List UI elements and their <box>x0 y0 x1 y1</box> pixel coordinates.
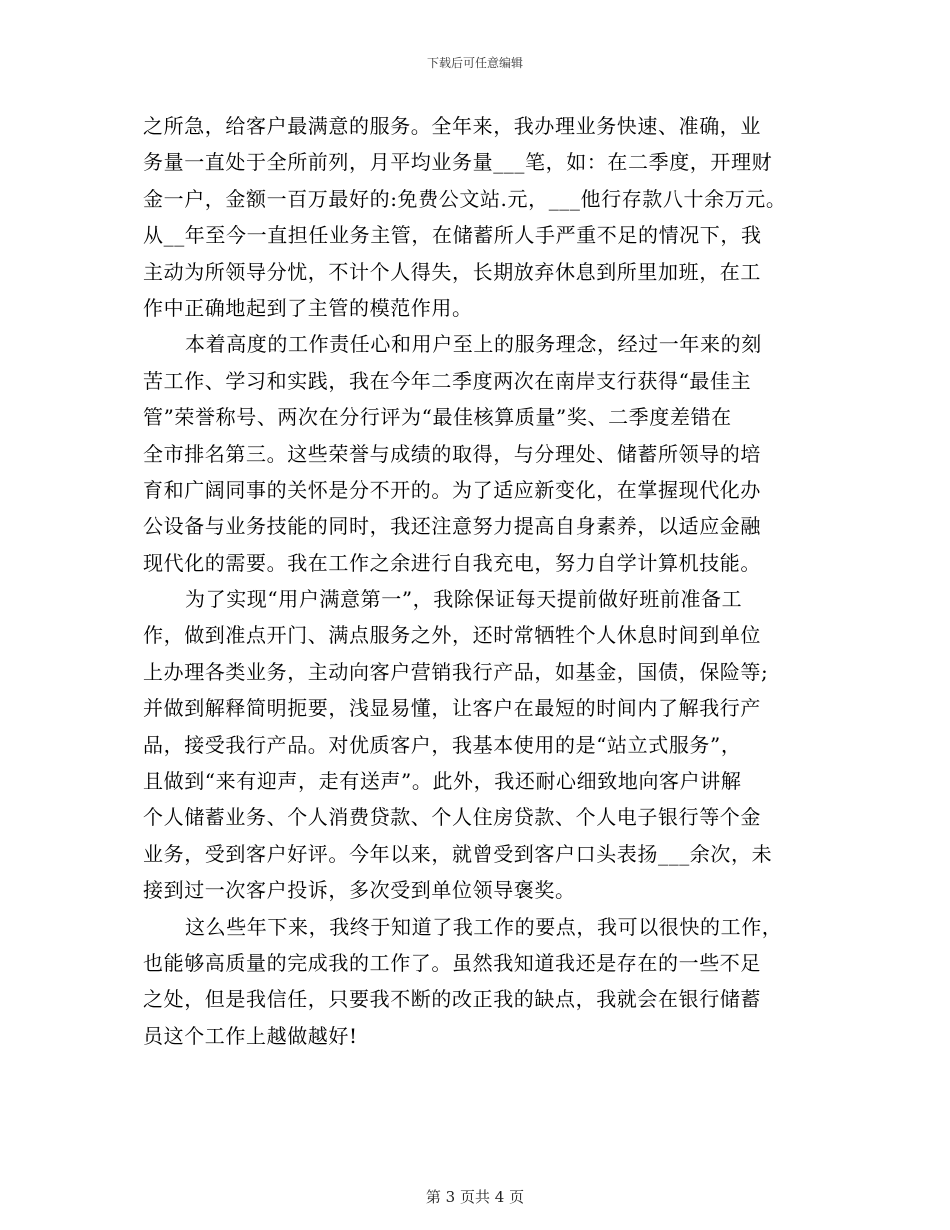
paragraph <box>143 581 823 909</box>
text-line: 之所急，给客户最满意的服务。全年来，我办理业务快速、准确，业 <box>143 114 761 138</box>
paragraph <box>143 326 823 581</box>
text-line: 业务，受到客户好评。今年以来，就曾受到客户口头表扬___余次，未 <box>143 841 773 866</box>
text-line: 育和广阔同事的关怀是分不开的。为了适应新变化，在掌握现代化办 <box>143 477 761 502</box>
text-line: 苦工作、学习和实践，我在今年二季度两次在南岸支行获得“最佳主 <box>143 368 752 393</box>
paragraph <box>143 909 823 1055</box>
text-line: 本着高度的工作责任心和用户至上的服务理念，经过一年来的刻 <box>185 332 762 357</box>
paragraph <box>143 108 823 326</box>
text-line: 这么些年下来，我终于知道了我工作的要点，我可以很快的工作， <box>185 914 783 939</box>
text-line: 全市排名第三。这些荣誉与成绩的取得，与分理处、储蓄所领导的培 <box>143 441 761 466</box>
text-line: 员这个工作上越做越好! <box>143 1023 358 1048</box>
text-line: 个人储蓄业务、个人消费贷款、个人住房贷款、个人电子银行等个金 <box>143 805 761 830</box>
page-header: 下载后可任意编辑 <box>426 56 523 70</box>
text-line: 作，做到准点开门、满点服务之外，还时常牺牲个人休息时间到单位 <box>143 623 761 648</box>
document-body <box>143 108 823 1054</box>
text-line: 品，接受我行产品。对优质客户，我基本使用的是“站立式服务”， <box>143 732 742 757</box>
text-line: 管”荣誉称号、两次在分行评为“最佳核算质量”奖、二季度差错在 <box>143 405 732 430</box>
text-line: 上办理各类业务，主动向客户营销我行产品，如基金，国债，保险等; <box>143 659 769 684</box>
text-line: 主动为所领导分忧，不计个人得失，长期放弃休息到所里加班，在工 <box>143 259 761 284</box>
page-number: 第 3 页共 4 页 <box>425 1188 525 1206</box>
text-line: 并做到解释简明扼要，浅显易懂，让客户在最短的时间内了解我行产 <box>143 696 761 721</box>
text-line: 也能够高质量的完成我的工作了。虽然我知道我还是存在的一些不足 <box>143 950 761 975</box>
text-line: 从__年至今一直担任业务主管，在储蓄所人手严重不足的情况下，我 <box>143 223 762 248</box>
text-line: 现代化的需要。我在工作之余进行自我充电，努力自学计算机技能。 <box>143 550 761 575</box>
text-line: 接到过一次客户投诉，多次受到单位领导褒奖。 <box>143 878 576 903</box>
text-line: 且做到“来有迎声，走有送声”。此外，我还耐心细致地向客户讲解 <box>143 769 742 794</box>
text-line: 务量一直处于全所前列，月平均业务量___笔，如：在二季度，开理财 <box>143 150 773 175</box>
text-line: 之处，但是我信任，只要我不断的改正我的缺点，我就会在银行储蓄 <box>143 987 761 1012</box>
text-line: 金一户，金额一百万最好的:免费公文站.元，___他行存款八十余万元。 <box>143 186 787 211</box>
text-line: 公设备与业务技能的同时，我还注意努力提高自身素养，以适应金融 <box>143 514 761 539</box>
text-line: 作中正确地起到了主管的模范作用。 <box>143 295 473 320</box>
text-line: 为了实现“用户满意第一”，我除保证每天提前做好班前准备工 <box>185 587 743 612</box>
